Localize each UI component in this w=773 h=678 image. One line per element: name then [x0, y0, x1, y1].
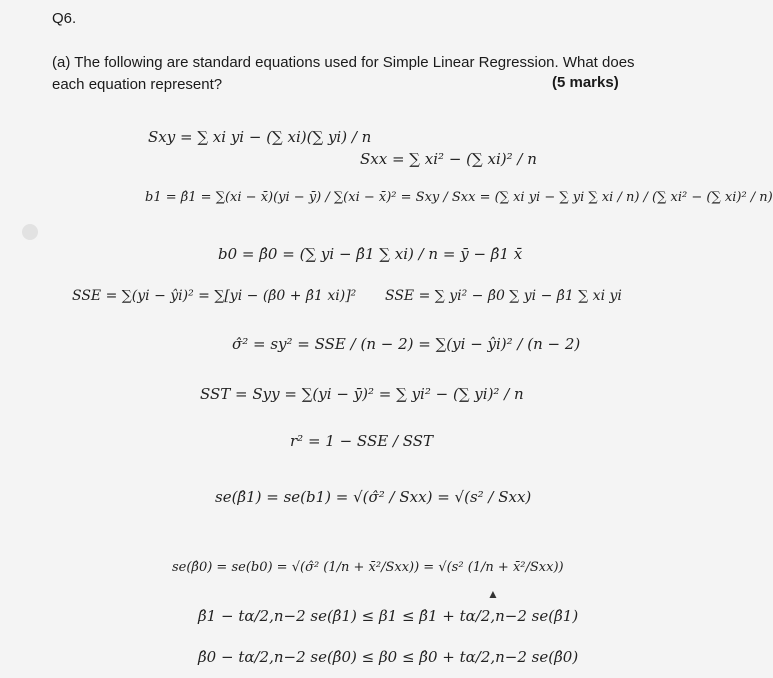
- equation-b1: b1 = β̂1 = ∑(xi − x̄)(yi − ȳ) / ∑(xi − x̄)² = Sxy / Sxx = (∑ xi yi − ∑ yi ∑ xi / n) / (∑ xi² − (∑ xi)² / n): [145, 190, 773, 205]
- mouse-pointer-icon: ▲: [487, 587, 499, 601]
- equation-sigma-squared: σ̂² = sy² = SSE / (n − 2) = ∑(yi − ŷi)² / (n − 2): [232, 335, 581, 353]
- equation-se-b0: se(β̂0) = se(b0) = √(σ̂² (1/n + x̄²/Sxx)) = √(s² (1/n + x̄²/Sxx)): [172, 560, 564, 575]
- equation-ci-beta0: β̂0 − tα/2,n−2 se(β̂0) ≤ β0 ≤ β̂0 + tα/2,n−2 se(β̂0): [198, 648, 579, 666]
- faint-circle-mark: [22, 224, 38, 240]
- question-number: Q6.: [52, 10, 77, 27]
- equation-ci-beta1: β̂1 − tα/2,n−2 se(β̂1) ≤ β1 ≤ β̂1 + tα/2,n−2 se(β̂1): [198, 607, 579, 625]
- question-text: [52, 52, 635, 96]
- equation-sst: SST = Syy = ∑(yi − ȳ)² = ∑ yi² − (∑ yi)² / n: [200, 385, 524, 403]
- equation-b0: b0 = β̂0 = (∑ yi − β̂1 ∑ xi) / n = ȳ − β̂1 x̄: [218, 245, 523, 263]
- equation-se-b1: se(β̂1) = se(b1) = √(σ̂² / Sxx) = √(s² / Sxx): [215, 488, 532, 506]
- equation-sse-1: SSE = ∑(yi − ŷi)² = ∑[yi − (β̂0 + β̂1 xi)]²: [72, 288, 357, 304]
- equation-sxy: Sxy = ∑ xi yi − (∑ xi)(∑ yi) / n: [148, 128, 372, 146]
- equation-sxx: Sxx = ∑ xi² − (∑ xi)² / n: [360, 150, 537, 168]
- question-text-line1: (a) The following are standard equations used for Simple Linear Regression. What does: [52, 54, 635, 71]
- marks-label: (5 marks): [552, 74, 619, 91]
- equation-sse-2: SSE = ∑ yi² − β̂0 ∑ yi − β̂1 ∑ xi yi: [385, 288, 622, 304]
- equation-r-squared: r² = 1 − SSE / SST: [290, 432, 434, 450]
- question-text-line2: each equation represent?: [52, 76, 223, 93]
